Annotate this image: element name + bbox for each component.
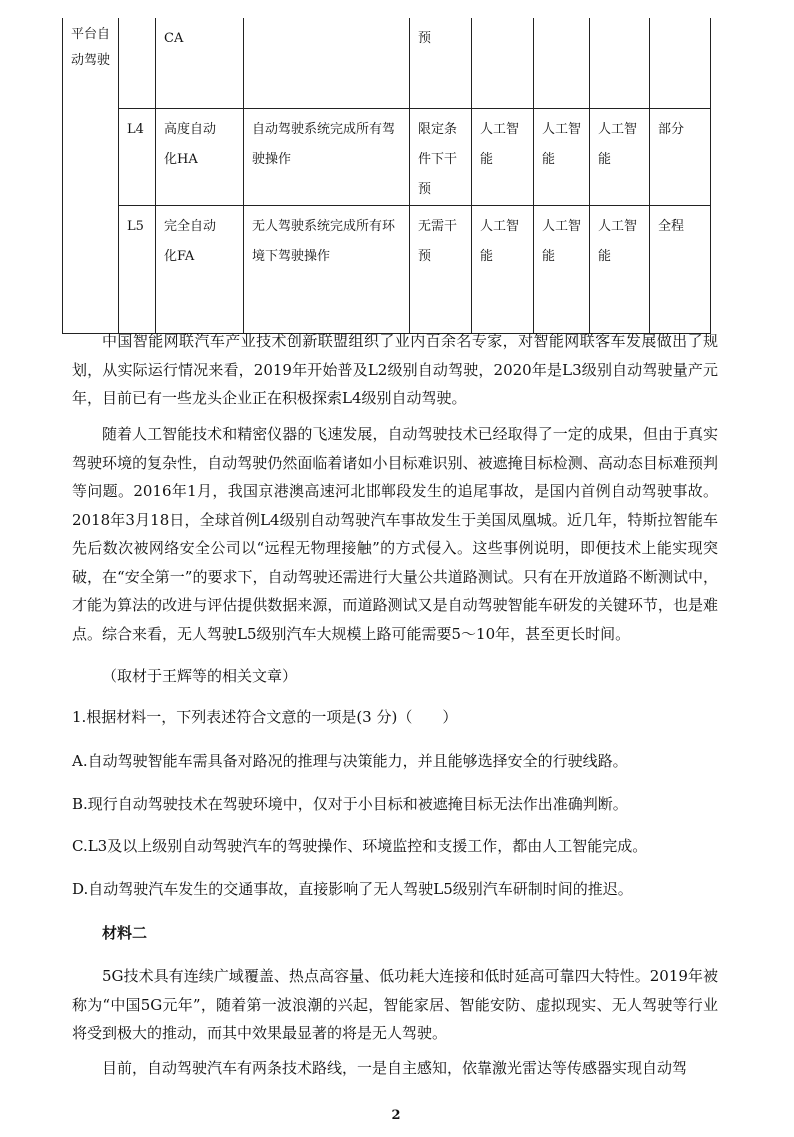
source-note: （取材于王辉等的相关文章） [102, 667, 298, 685]
paragraph-challenges: 随着人工智能技术和精密仪器的飞速发展，自动驾驶技术已经取得了一定的成果，但由于真实驾驶环境的复杂性，自动驾驶仍然面临着诸如小目标难识别、被遮掩目标检测、高动态目标难预判等问题。2016年1月，我国京港澳高速河北邯郸段发生的追尾事故，是国内首例自动驾驶事故。2018年3月18日，全球首例L4级别自动驾驶汽车事故发生于美国凤凰城。近几年，特斯拉智能车先后数次被网络安全公司以“远程无物理接触”的方式侵入。这些事例说明，即便技术上能实现突破，在“安全第一”的要求下，自动驾驶还需进行大量公共道路测试。只有在开放道路不断测试中，才能为算法的改进与评估提供数据来源，而道路测试又是自动驾驶智能车研发的关键环节，也是难点。综合来看，无人驾驶L5级别汽车大规模上路可能需要5～10年，甚至更长时间。 [72, 425, 718, 643]
definition-cell: 自动驾驶系统完成所有驾驶操作 [244, 108, 410, 205]
definition-cell: 无人驾驶系统完成所有环境下驾驶操作 [244, 205, 410, 333]
page-number: 2 [391, 1108, 401, 1123]
table-row [63, 18, 711, 108]
option-a: A.自动驾驶智能车需具备对路况的推理与决策能力，并且能够选择安全的行驶线路。 [72, 752, 628, 770]
name-cell: 完全自动化FA [156, 205, 244, 333]
material-two-heading: 材料二 [102, 924, 148, 942]
coverage-cell: 全程 [650, 205, 711, 333]
table-cell [590, 18, 650, 108]
table-cell [472, 18, 534, 108]
paragraph-tech-routes: 目前，自动驾驶汽车有两条技术路线，一是自主感知，依靠激光雷达等传感器实现自动驾 [102, 1059, 688, 1077]
name-cell: 高度自动化HA [156, 108, 244, 205]
support-cell: 人工智能 [590, 108, 650, 205]
scenario-cell: 限定条件下干预 [410, 108, 472, 205]
question-stem: 1.根据材料一，下列表述符合文意的一项是(3 分)（ ） [72, 708, 458, 726]
option-c: C.L3及以上级别自动驾驶汽车的驾驶操作、环境监控和支援工作，都由人工智能完成。 [72, 837, 648, 855]
support-cell: 人工智能 [590, 205, 650, 333]
level-cell [119, 18, 156, 108]
control-cell: 人工智能 [472, 108, 534, 205]
table-row [63, 108, 711, 205]
paragraph-roadmap: 中国智能网联汽车产业技术创新联盟组织了业内百余名专家，对智能网联客车发展做出了规划，从实际运行情况来看，2019年开始普及L2级别自动驾驶，2020年是L3级别自动驾驶量产元年，目前已有一些龙头企业正在积极探索L4级别自动驾驶。 [72, 332, 718, 407]
automation-levels-table [62, 18, 711, 334]
paragraph-5g: 5G技术具有连续广域覆盖、热点高容量、低功耗大连接和低时延高可靠四大特性。2019年被称为“中国5G元年”，随着第一波浪潮的兴起，智能家居、智能安防、虚拟现实、无人驾驶等行业将受到极大的推动，而其中效果最显著的将是无人驾驶。 [72, 967, 718, 1042]
control-cell: 人工智能 [472, 205, 534, 333]
monitoring-cell: 人工智能 [534, 108, 590, 205]
level-cell: L5 [119, 205, 156, 333]
monitoring-cell: 人工智能 [534, 205, 590, 333]
scenario-cell: 无需干预 [410, 205, 472, 333]
name-cell: CA [156, 18, 244, 108]
level-cell: L4 [119, 108, 156, 205]
coverage-cell: 部分 [650, 108, 711, 205]
definition-cell [244, 18, 410, 108]
category-cell: 平台自动驾驶 [63, 18, 119, 333]
table-row [63, 205, 711, 333]
option-b: B.现行自动驾驶技术在驾驶环境中，仅对于小目标和被遮掩目标无法作出准确判断。 [72, 795, 628, 813]
option-d: D.自动驾驶汽车发生的交通事故，直接影响了无人驾驶L5级别汽车研制时间的推迟。 [72, 880, 633, 898]
table-cell [650, 18, 711, 108]
scenario-cell: 预 [410, 18, 472, 108]
table-cell [534, 18, 590, 108]
